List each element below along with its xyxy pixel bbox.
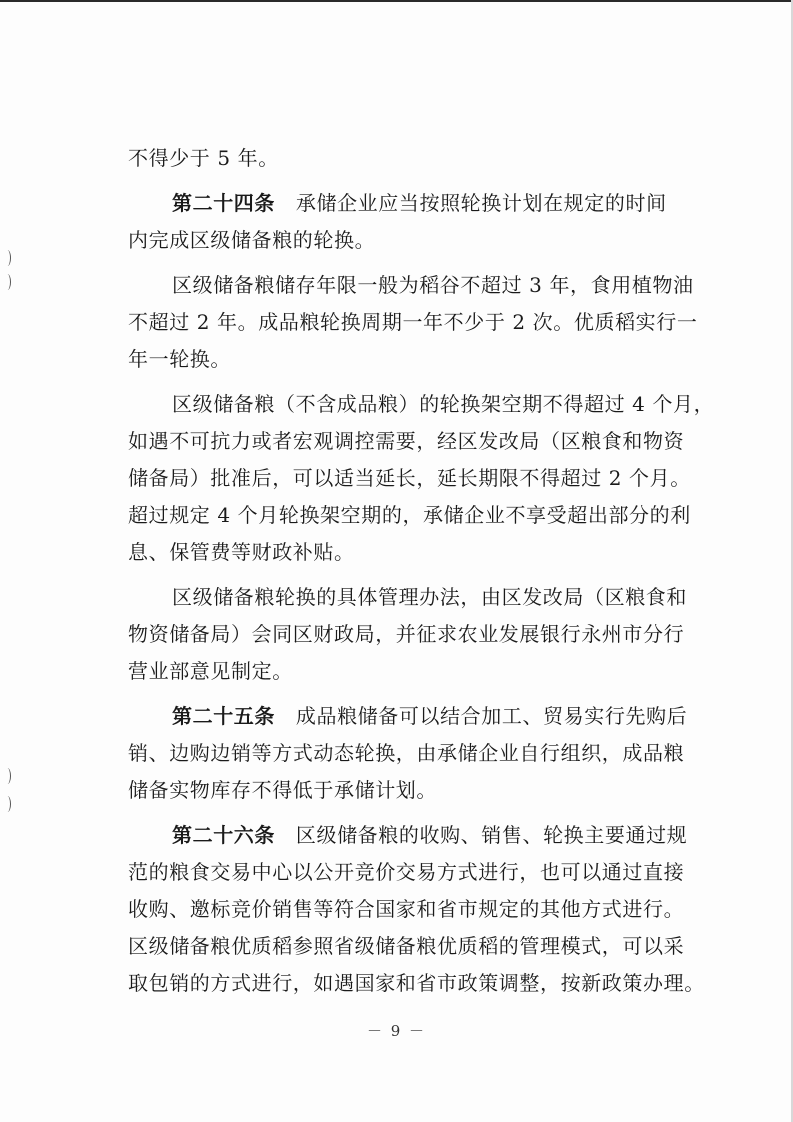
text-line: 物资储备局）会同区财政局，并征求农业发展银行永州市分行 <box>128 622 685 646</box>
text-line: 区级储备粮轮换的具体管理办法，由区发改局（区粮食和 <box>172 585 687 609</box>
article-label-25: 第二十五条 <box>172 704 275 728</box>
text-line: 成品粮储备可以结合加工、贸易实行先购后 <box>295 704 688 728</box>
text-line: 营业部意见制定。 <box>128 659 293 683</box>
text-line: 收购、邀标竞价销售等符合国家和省市规定的其他方式进行。 <box>128 897 685 921</box>
article-24-line <box>128 185 688 222</box>
article-26-line <box>128 817 688 854</box>
text-line: 如遇不可抗力或者宏观调控需要，经区发改局（区粮食和物资 <box>128 429 685 453</box>
margin-binding-mark <box>4 768 11 784</box>
text-line: 内完成区级储备粮的轮换。 <box>128 228 376 252</box>
article-label-26: 第二十六条 <box>172 823 275 847</box>
text-line: 年一轮换。 <box>128 347 231 371</box>
text-line: 销、边购边销等方式动态轮换，由承储企业自行组织，成品粮 <box>128 741 685 765</box>
text-line: 区级储备粮的收购、销售、轮换主要通过规 <box>295 823 688 847</box>
scan-top-edge <box>0 0 793 2</box>
text-line: 区级储备粮（不含成品粮）的轮换架空期不得超过 4 个月， <box>172 392 715 416</box>
text-line: 区级储备粮优质稻参照省级储备粮优质稻的管理模式，可以采 <box>128 934 685 958</box>
margin-binding-mark <box>4 274 11 290</box>
text-line: 承储企业应当按照轮换计划在规定的时间 <box>295 191 667 215</box>
document-body <box>128 140 715 1002</box>
text-line: 储备实物库存不得低于承储计划。 <box>128 778 437 802</box>
text-line: 息、保管费等财政补贴。 <box>128 540 355 564</box>
text-line: 取包销的方式进行，如遇国家和省市政策调整，按新政策办理。 <box>128 971 705 995</box>
text-line: 区级储备粮储存年限一般为稻谷不超过 3 年，食用植物油 <box>172 273 694 297</box>
text-line: 储备局）批准后，可以适当延长，延长期限不得超过 2 个月。 <box>128 466 691 490</box>
text-line: 范的粮食交易中心以公开竞价交易方式进行，也可以通过直接 <box>128 860 685 884</box>
article-label-24: 第二十四条 <box>172 191 275 215</box>
margin-binding-mark <box>4 796 11 812</box>
text-line: 不得少于 5 年。 <box>128 146 279 170</box>
text-line: 不超过 2 年。成品粮轮换周期一年不少于 2 次。优质稻实行一 <box>128 310 698 334</box>
page-number: － 9 － <box>366 1022 427 1040</box>
text-line: 超过规定 4 个月轮换架空期的，承储企业不享受超出部分的利 <box>128 503 691 527</box>
article-25-line <box>128 698 688 735</box>
margin-binding-mark <box>4 250 11 266</box>
